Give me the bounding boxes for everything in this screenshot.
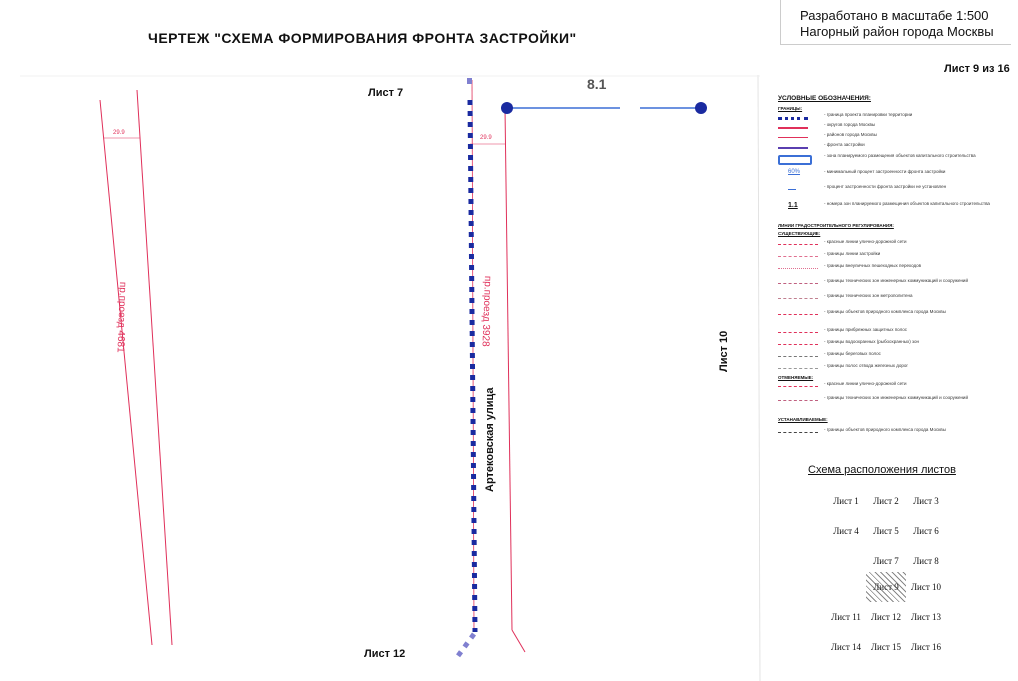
sheet-cell-active: Лист 9 <box>866 572 906 602</box>
legend-subtitle-cancelled: ОТМЕНЯЕМЫЕ: <box>778 375 814 380</box>
sheet-border-right <box>758 75 760 681</box>
passage-left-edge-2 <box>137 90 172 645</box>
legend-item: 1.1 - номера зон планируемого размещения объектов капитального строительства <box>788 201 990 209</box>
legend-item: - границы объектов природного комплекса города Москвы <box>774 309 1012 321</box>
legend-subtitle-bounds: ГРАНИЦЫ: <box>778 106 803 111</box>
sheets-scheme-title: Схема расположения листов <box>808 464 956 476</box>
legend-item: - границы береговых полос <box>774 351 1012 363</box>
legend-symbol <box>778 256 818 257</box>
red-line-right-end <box>512 630 525 652</box>
sheet-cell: Лист 5 <box>873 526 899 536</box>
front-point-right <box>695 102 707 114</box>
sheet-top-label: Лист 7 <box>368 87 404 99</box>
legend-symbol-percent: 60% <box>788 169 801 175</box>
drawing-title: ЧЕРТЕЖ "СХЕМА ФОРМИРОВАНИЯ ФРОНТА ЗАСТРОЙКИ" <box>148 30 577 46</box>
legend-item: - округов города Москвы <box>774 122 1012 134</box>
dim-left-label: 29.9 <box>113 130 125 136</box>
legend-symbol <box>778 432 818 433</box>
legend <box>774 95 1012 440</box>
legend-symbol <box>778 268 818 269</box>
legend-symbol <box>778 155 812 165</box>
legend-item: - районов города Москвы <box>774 132 1012 144</box>
legend-item: - зона планируемого размещения объектов капитального строительства <box>774 153 1012 167</box>
legend-item: - красные линии улично-дорожной сети <box>774 381 1012 393</box>
legend-symbol <box>778 344 818 345</box>
legend-item: 60% - минимальный процент застроенности фронта застройки <box>788 169 946 175</box>
legend-item: - границы прибрежных защитных полос <box>774 327 1012 339</box>
legend-item: - красные линии улично-дорожной сети <box>774 239 1012 251</box>
legend-symbol <box>778 332 818 333</box>
sheet-cell: Лист 6 <box>913 526 939 536</box>
passage-left-label: пр.проезд 4681 <box>114 281 128 353</box>
sheet-cell: Лист 10 <box>910 582 942 592</box>
sheet-cell: Лист 15 <box>870 642 902 652</box>
legend-symbol <box>778 368 818 369</box>
legend-item: - границы технических зон инженерных коммуникаций и сооружений <box>774 278 1012 290</box>
legend-item: - границы полос отвода железных дорог <box>774 363 1012 375</box>
red-line-right <box>505 108 512 630</box>
planning-boundary-end <box>455 634 474 660</box>
legend-symbol <box>778 386 818 387</box>
sheet-right-label: Лист 10 <box>718 330 730 372</box>
legend-symbol <box>778 244 818 245</box>
scale-line-2: Нагорный район города Москвы <box>800 24 994 39</box>
legend-subtitle-established: УСТАНАВЛИВАЕМЫЕ: <box>778 417 828 422</box>
legend-symbol <box>778 283 818 284</box>
passage-left-edge-1 <box>100 100 152 645</box>
legend-symbol <box>778 137 808 138</box>
front-point-left <box>501 102 513 114</box>
sheet-bottom-label: Лист 12 <box>364 648 406 660</box>
sheet-cell: Лист 16 <box>910 642 942 652</box>
boundary-marker-top <box>467 78 472 84</box>
legend-title: УСЛОВНЫЕ ОБОЗНАЧЕНИЯ: <box>778 95 871 102</box>
legend-symbol <box>778 298 818 299</box>
sheet-cell: Лист 2 <box>873 496 899 506</box>
legend-item: - границы объектов природного комплекса города Москвы <box>774 427 1012 439</box>
sheets-scheme <box>826 486 946 666</box>
legend-subtitle-existing: СУЩЕСТВУЮЩИЕ: <box>778 231 821 236</box>
sheet-cell: Лист 4 <box>833 526 859 536</box>
legend-symbol <box>778 356 818 357</box>
legend-subtitle-lines: ЛИНИИ ГРАДОСТРОИТЕЛЬНОГО РЕГУЛИРОВАНИЯ: <box>778 223 894 228</box>
legend-symbol <box>778 147 808 149</box>
legend-item: - фронта застройки <box>774 142 1012 154</box>
legend-symbol <box>778 127 808 129</box>
legend-item: - границы водоохранных (рыбоохранных) зон <box>774 339 1012 351</box>
passage-right-label: пр.проезд 3928 <box>479 275 493 347</box>
street-name: Артековская улица <box>484 387 496 492</box>
legend-item: - граница проекта планировки территории <box>774 112 1012 124</box>
legend-symbol <box>778 400 818 401</box>
sheet-cell: Лист 1 <box>833 496 859 506</box>
legend-item: - границы технических зон инженерных коммуникаций и сооружений <box>774 395 1012 407</box>
zone-label: 8.1 <box>587 76 607 92</box>
planning-boundary <box>470 100 475 632</box>
legend-item: - границы внеуличных пешеходных переходов <box>774 263 1012 275</box>
legend-symbol <box>788 189 796 190</box>
sheet-cell: Лист 11 <box>831 612 861 622</box>
sheet-cell: Лист 12 <box>870 612 902 622</box>
sheet-cell: Лист 8 <box>913 556 939 566</box>
legend-item: - процент застроенности фронта застройки не установлен <box>774 184 1012 196</box>
legend-symbol <box>778 314 818 315</box>
legend-symbol <box>778 117 808 120</box>
sheet-cell: Лист 13 <box>910 612 942 622</box>
sheet-cell: Лист 3 <box>913 496 939 506</box>
scale-line-1: Разработано в масштабе 1:500 <box>800 8 989 23</box>
sheet-cell: Лист 14 <box>830 642 862 652</box>
legend-item: - границы линии застройки <box>774 251 1012 263</box>
legend-item: - границы технических зон метрополитена <box>774 293 1012 305</box>
dim-right-label: 29.9 <box>480 135 492 141</box>
legend-symbol-number: 1.1 <box>788 202 798 209</box>
sheet-cell: Лист 7 <box>873 556 899 566</box>
sheet-number: Лист 9 из 16 <box>944 63 1010 75</box>
